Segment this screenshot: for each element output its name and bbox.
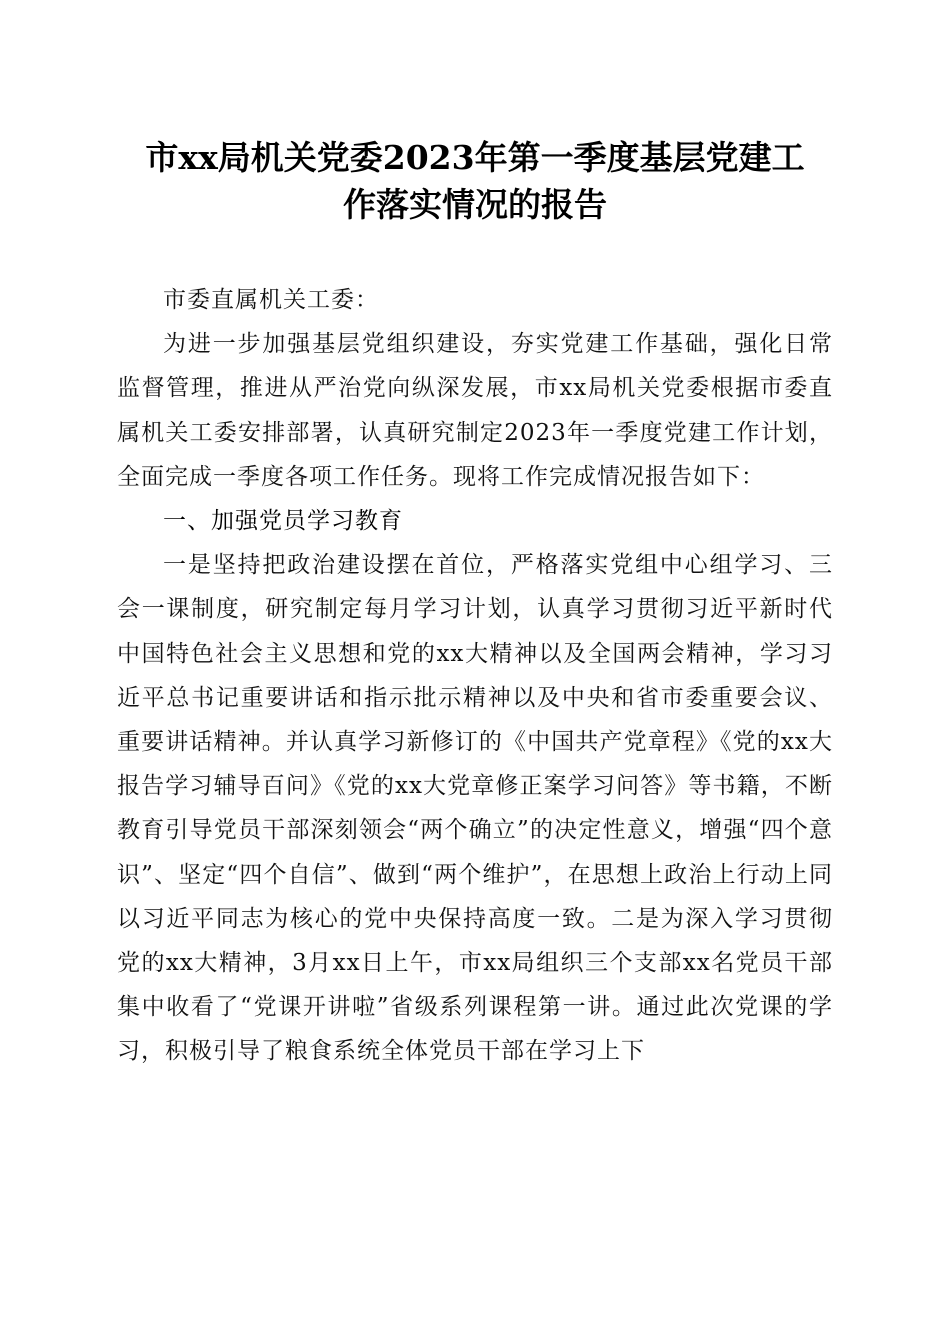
title-line-2: 作落实情况的报告: [343, 185, 607, 224]
document-body: [117, 278, 833, 1074]
intro-paragraph: 为进一步加强基层党组织建设，夯实党建工作基础，强化日常监督管理，推进从严治党向纵深发展，市xx局机关党委根据市委直属机关工委安排部署，认真研究制定2023年一季度党建工作计划，全面完成一季度各项工作任务。现将工作完成情况报告如下：: [117, 331, 833, 490]
section-1-paragraph: 一是坚持把政治建设摆在首位，严格落实党组中心组学习、三会一课制度，研究制定每月学习计划，认真学习贯彻习近平新时代中国特色社会主义思想和党的xx大精神以及全国两会精神，学习习近平总书记重要讲话和指示批示精神以及中央和省市委重要会议、重要讲话精神。并认真学习新修订的《中国共产党章程》《党的xx大报告学习辅导百问》《党的xx大党章修正案学习问答》等书籍，不断教育引导党员干部深刻领会“两个确立”的决定性意义，增强“四个意识”、坚定“四个自信”、做到“两个维护”，在思想上政治上行动上同以习近平同志为核心的党中央保持高度一致。二是为深入学习贯彻党的xx大精神，3月xx日上午，市xx局组织三个支部xx名党员干部集中收看了“党课开讲啦”省级系列课程第一讲。通过此次党课的学习，积极引导了粮食系统全体党员干部在学习上下: [117, 552, 833, 1065]
document-title: [100, 134, 850, 228]
title-line-1: 市xx局机关党委2023年第一季度基层党建工: [145, 138, 805, 177]
section-1-heading: 一、加强党员学习教育: [163, 508, 403, 535]
salutation: 市委直属机关工委：: [163, 287, 379, 313]
